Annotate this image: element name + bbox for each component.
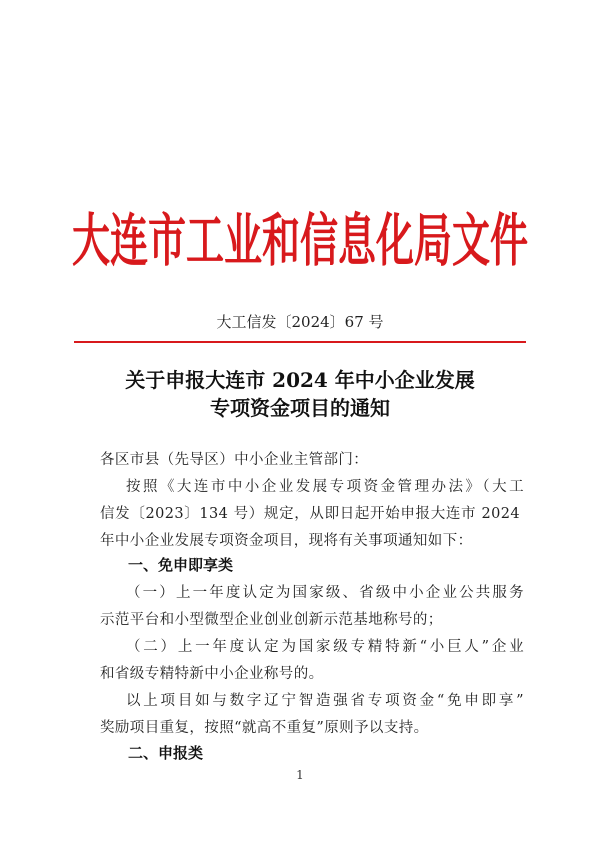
section-1-heading: 一、免申即享类 [128,556,234,574]
section-2-heading: 二、申报类 [128,744,204,762]
intro-line-1: 按照《大连市中小企业发展专项资金管理办法》（大工 [126,479,524,495]
section-1-item-2-line-2: 和省级专精特新中小企业称号的。 [100,666,324,682]
red-divider-line [74,341,526,343]
salutation: 各区市县（先导区）中小企业主管部门： [100,452,369,468]
intro-line-3: 年中小企业发展专项资金项目，现将有关事项通知如下： [100,533,473,549]
intro-line-2: 信发〔2023〕134 号）规定，从即日起开始申报大连市 2024 [100,506,520,522]
section-1-item-2-line-1: （二）上一年度认定为国家级专精特新“小巨人”企业 [126,639,524,655]
section-1-note-line-2: 奖励项目重复，按照“就高不重复”原则予以支持。 [100,720,429,736]
page-number: 1 [296,768,304,782]
document-number: 大工信发〔2024〕67 号 [216,313,384,331]
section-1-item-1-line-2: 示范平台和小型微型企业创业创新示范基地称号的； [100,612,443,628]
section-1-item-1-line-1: （一）上一年度认定为国家级、省级中小企业公共服务 [126,585,524,601]
notice-title-line-1: 关于申报大连市 2024 年中小企业发展 [125,368,475,392]
masthead-title: 大连市工业和信息化局文件 [71,207,528,274]
notice-title-line-2: 专项资金项目的通知 [210,396,390,420]
section-1-note-line-1: 以上项目如与数字辽宁智造强省专项资金“免申即享” [126,693,524,709]
